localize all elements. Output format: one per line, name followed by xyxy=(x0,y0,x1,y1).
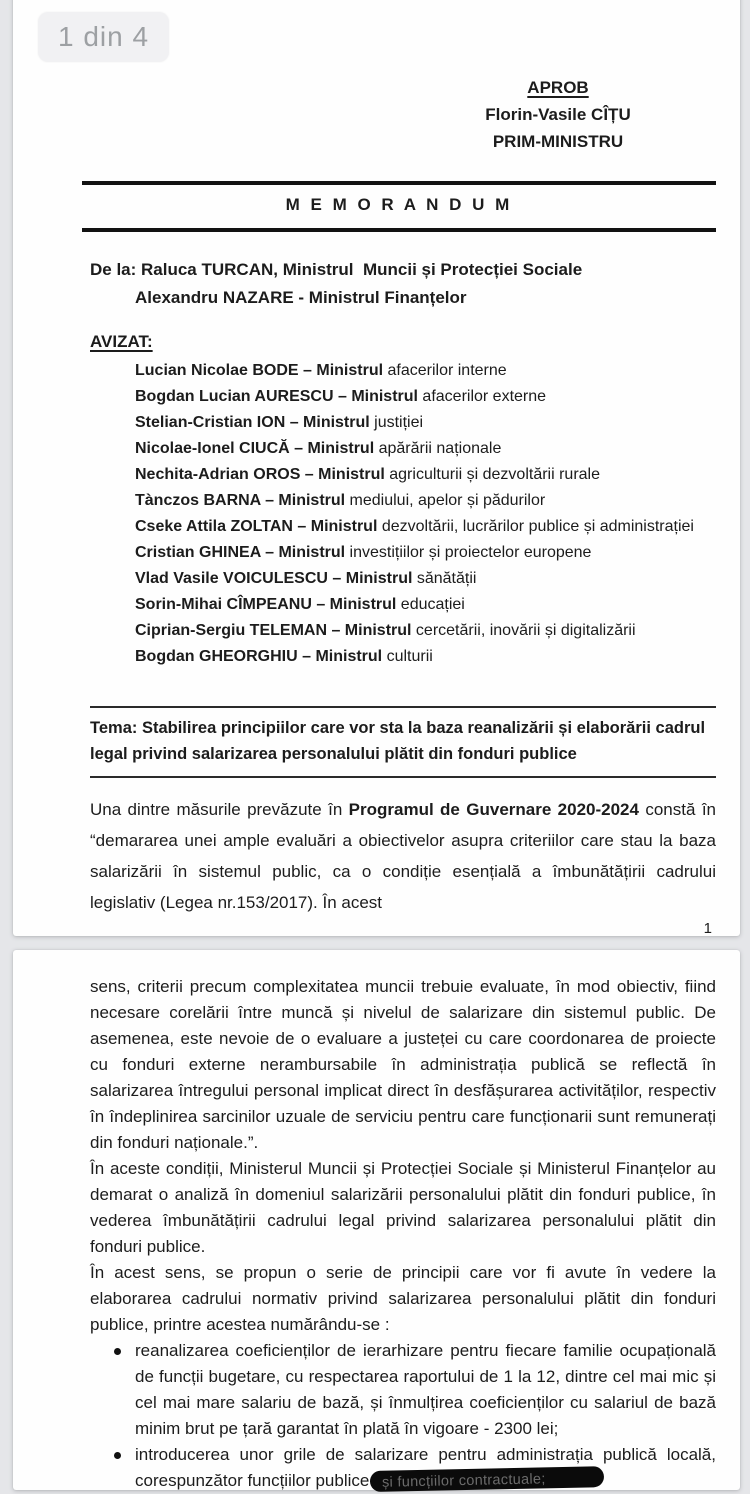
tema-section: Tema: Stabilirea principiilor care vor sta la baza reanalizării și elaborării cadrul legal privind salarizarea personalului plătit din fonduri publice xyxy=(90,706,716,778)
redacted-text: și funcțiilor contractuale; xyxy=(382,1471,547,1491)
memorandum-title: M E M O R A N D U M xyxy=(285,195,513,214)
minister-item: Bogdan Lucian AURESCU – Ministrul afacerilor externe xyxy=(135,388,547,405)
minister-item: Ciprian-Sergiu TELEMAN – Ministrul cercetării, inovării și digitalizării xyxy=(135,622,636,639)
principles-bullet-list xyxy=(90,1338,716,1494)
minister-item: Bogdan GHEORGHIU – Ministrul culturii xyxy=(135,648,433,665)
approve-role: PRIM-MINISTRU xyxy=(492,132,624,151)
document-page-1 xyxy=(13,0,740,936)
approve-name: Florin-Vasile CÎȚU xyxy=(485,105,631,124)
approval-block xyxy=(443,74,673,155)
bullet2-visible-text: introducerea unor grile de salarizare pentru administrația publică locală, corespunzător funcțiilor publice xyxy=(135,1445,716,1490)
body-paragraph-1: sens, criterii precum complexitatea muncii trebuie evaluate, în mod obiectiv, fiind necesare corelării între muncă și nivelul de salarizare din sistemul public. De asemenea, este nevoie de o evaluare a justeței cu care coordonarea de proiecte cu fonduri externe nerambursabile în administrația publică se reflectă în salarizarea întregului personal implicat direct în desfășurarea activităților, respectiv în îndeplinirea sarcinilor uzuale de serviciu pentru care funcționarii sunt remunerați din fonduri naționale.”. xyxy=(90,977,716,1152)
ministers-list xyxy=(90,358,716,670)
minister-item: Nicolae-Ionel CIUCĂ – Ministrul apărării naționale xyxy=(135,440,502,457)
intro-paragraph: Una dintre măsurile prevăzute în Programul de Guvernare 2020-2024 constă în “demararea unei ample evaluări a obiectivelor asupra criteriilor care stau la baza salarizării în sistemul public, ca o condiție esențială a îmbunătățirii cadrului legislativ (Legea nr.153/2017). În acest xyxy=(90,800,716,912)
from-line-1: De la: Raluca TURCAN, Ministrul Muncii și Protecției Sociale xyxy=(90,260,583,279)
minister-item: Sorin-Mihai CÎMPEANU – Ministrul educației xyxy=(135,596,465,613)
bullet-item-1: reanalizarea coeficienților de ierarhizare pentru fiecare familie ocupațională de funcții bugetare, cu respectarea raportului de 1 la 12, dintre cel mai mic și cel mai mare salariu de bază, și înmulțirea coeficienților cu salariul de bază minim brut pe țară garantat în plată în vigoare - 2300 lei; xyxy=(90,1338,716,1442)
minister-item: Stelian-Cristian ION – Ministrul justiției xyxy=(135,414,424,431)
page-indicator-badge: 1 din 4 xyxy=(38,12,169,62)
minister-item: Lucian Nicolae BODE – Ministrul afacerilor interne xyxy=(135,362,507,379)
page2-body xyxy=(90,950,716,1494)
body-paragraph-2: În aceste condiții, Ministerul Muncii și Protecției Sociale și Ministerul Finanțelor au demarat o analiză în domeniul salarizării personalului plătit din fonduri publice, în vederea îmbunătățirii cadrului legal privind salarizarea personalului plătit din fonduri publice. xyxy=(90,1159,716,1256)
from-block xyxy=(90,256,716,312)
from-line-2: Alexandru NAZARE - Ministrul Finanțelor xyxy=(135,288,467,307)
bold-program-guvernare: Programul de Guvernare 2020-2024 xyxy=(348,800,639,819)
minister-item: Vlad Vasile VOICULESCU – Ministrul sănătății xyxy=(135,570,477,587)
minister-item: Cseke Attila ZOLTAN – Ministrul dezvoltării, lucrărilor publice și administrației xyxy=(135,518,694,535)
body-paragraph-3: În acest sens, se propun o serie de principii care vor fi avute în vedere la elaborarea cadrului normativ privind salarizarea personalului plătit din fonduri publice, printre acestea numărându-se : xyxy=(90,1263,716,1334)
approve-title: APROB xyxy=(527,78,589,97)
minister-item: Tànczos BARNA – Ministrul mediului, apelor și pădurilor xyxy=(135,492,546,509)
minister-item: Cristian GHINEA – Ministrul investițiilor și proiectelor europene xyxy=(135,544,592,561)
bullet-item-2 xyxy=(90,1442,716,1494)
minister-item: Nechita-Adrian OROS – Ministrul agriculturii și dezvoltării rurale xyxy=(135,466,600,483)
page-number: 1 xyxy=(703,920,712,937)
memorandum-title-banner xyxy=(82,181,716,232)
document-page-2 xyxy=(13,950,740,1490)
redaction-bar xyxy=(370,1466,604,1492)
avizat-heading: AVIZAT: xyxy=(90,332,153,351)
